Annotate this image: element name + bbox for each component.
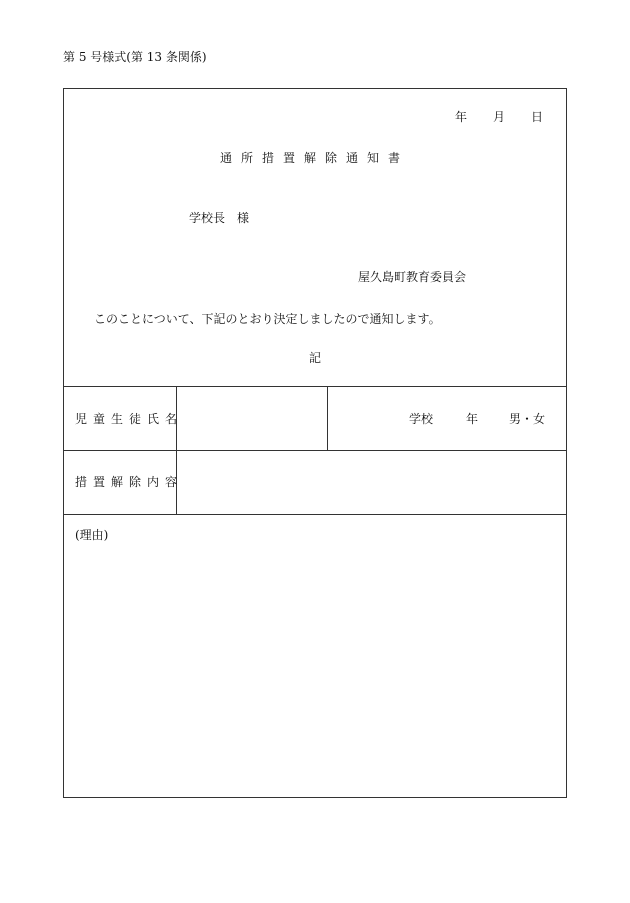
content-label: 措置解除内容 bbox=[75, 475, 184, 489]
form-number: 第 5 号様式(第 13 条関係) bbox=[63, 50, 207, 64]
school-column-divider bbox=[327, 386, 328, 450]
date-year: 年 bbox=[455, 110, 468, 124]
student-name-label: 児童生徒氏名 bbox=[75, 412, 184, 426]
ki-heading: 記 bbox=[309, 351, 322, 365]
reason-label: (理由) bbox=[75, 528, 109, 542]
document-title: 通所措置解除通知書 bbox=[220, 151, 410, 165]
body-text: このことについて、下記のとおり決定しましたので通知します。 bbox=[94, 312, 441, 326]
table-top-rule bbox=[63, 386, 567, 387]
grade-label: 年 bbox=[466, 412, 479, 426]
gender-label: 男・女 bbox=[509, 412, 546, 426]
notice-form-frame bbox=[63, 88, 567, 798]
date-day: 日 bbox=[531, 110, 544, 124]
table-row-divider bbox=[63, 514, 567, 515]
addressee: 学校長 様 bbox=[189, 211, 250, 225]
date-month: 月 bbox=[493, 110, 506, 124]
label-column-divider bbox=[176, 386, 177, 514]
school-label: 学校 bbox=[409, 412, 434, 426]
table-row-divider bbox=[63, 450, 567, 451]
issuer-name: 屋久島町教育委員会 bbox=[358, 270, 467, 284]
